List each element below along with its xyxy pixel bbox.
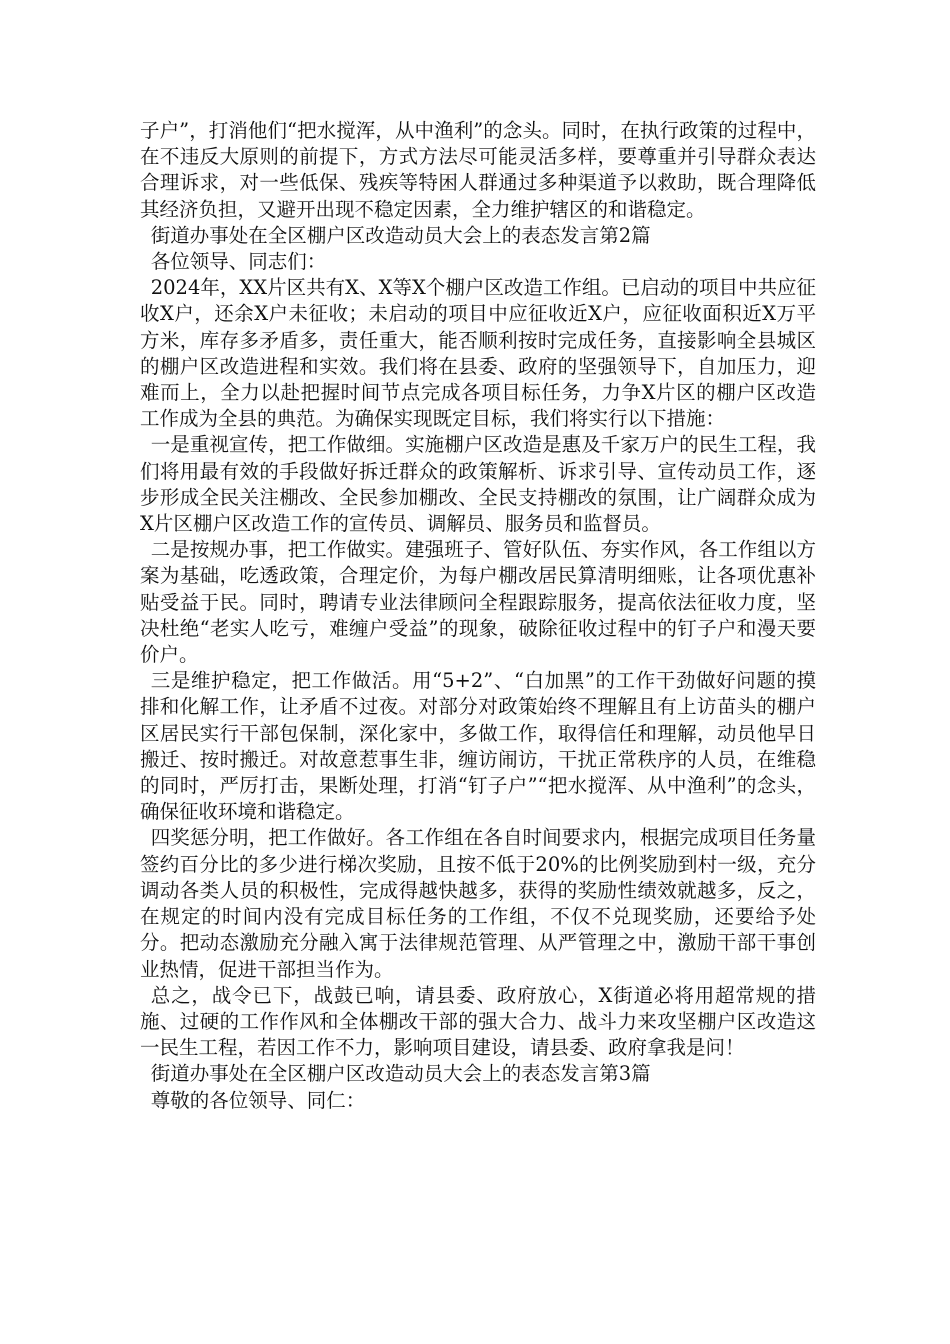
paragraph-overview: 2024年，XX片区共有X、X等X个棚户区改造工作组。已启动的项目中共应征收X户，还余X户未征收；未启动的项目中应征收近X户，应征收面积近X万平方米，库存多矛盾多，责任重大，能否顺利按时完成任务，直接影响全县城区的棚户区改造进程和实效。我们将在县委、政府的坚强领导下，自加压力，迎难而上，全力以赴把握时间节点完成各项目标任务，力争X片区的棚户区改造工作成为全县的典范。为确保实现既定目标，我们将实行以下措施： bbox=[140, 276, 816, 431]
section-heading-2: 街道办事处在全区棚户区改造动员大会上的表态发言第2篇 bbox=[150, 223, 651, 247]
document-body bbox=[140, 118, 816, 1114]
paragraph-continuation: 子户”，打消他们“把水搅浑，从中渔利”的念头。同时，在执行政策的过程中，在不违反大原则的前提下，方式方法尽可能灵活多样，要尊重并引导群众表达合理诉求，对一些低保、残疾等特困人群通过多种渠道予以救助，既合理降低其经济负担，又避开出现不稳定因素，全力维护辖区的和谐稳定。 bbox=[140, 119, 816, 221]
salutation-2: 各位领导、同志们： bbox=[150, 250, 327, 274]
paragraph-measure-2: 二是按规办事，把工作做实。建强班子、管好队伍、夯实作风，各工作组以方案为基础，吃透政策，合理定价，为每户棚改居民算清明细账，让各项优惠补贴受益于民。同时，聘请专业法律顾问全程跟踪服务，提高依法征收力度，坚决杜绝“老实人吃亏，难缠户受益”的现象，破除征收过程中的钉子户和漫天要价户。 bbox=[140, 538, 816, 667]
salutation-3: 尊敬的各位领导、同仁： bbox=[150, 1088, 366, 1112]
paragraph-measure-3: 三是维护稳定，把工作做活。用“5+2”、“白加黑”的工作干劲做好问题的摸排和化解工作，让矛盾不过夜。对部分对政策始终不理解且有上访苗头的棚户区居民实行干部包保制，深化家中，多做工作，取得信任和理解，动员他早日搬迁、按时搬迁。对故意惹事生非，缠访闹访，干扰正常秩序的人员，在维稳的同时，严厉打击，果断处理，打消“钉子户”“把水搅浑、从中渔利”的念头，确保征收环境和谐稳定。 bbox=[140, 669, 816, 824]
section-heading-3: 街道办事处在全区棚户区改造动员大会上的表态发言第3篇 bbox=[150, 1062, 651, 1086]
paragraph-measure-1: 一是重视宣传，把工作做细。实施棚户区改造是惠及千家万户的民生工程，我们将用最有效的手段做好拆迁群众的政策解析、诉求引导、宣传动员工作，逐步形成全民关注棚改、全民参加棚改、全民支持棚改的氛围，让广阔群众成为X片区棚户区改造工作的宣传员、调解员、服务员和监督员。 bbox=[140, 433, 816, 536]
paragraph-measure-4: 四奖惩分明，把工作做好。各工作组在各自时间要求内，根据完成项目任务量签约百分比的多少进行梯次奖励，且按不低于20%的比例奖励到村一级，充分调动各类人员的积极性，完成得越快越多，获得的奖励性绩效就越多，反之，在规定的时间内没有完成目标任务的工作组，不仅不兑现奖励，还要给予处分。把动态激励充分融入寓于法律规范管理、从严管理之中，激励干部干事创业热情，促进干部担当作为。 bbox=[140, 826, 816, 981]
paragraph-conclusion: 总之，战令已下，战鼓已响，请县委、政府放心，X街道必将用超常规的措施、过硬的工作作风和全体棚改干部的强大合力、战斗力来攻坚棚户区改造这一民生工程，若因工作不力，影响项目建设，请县委、政府拿我是问！ bbox=[140, 983, 816, 1060]
